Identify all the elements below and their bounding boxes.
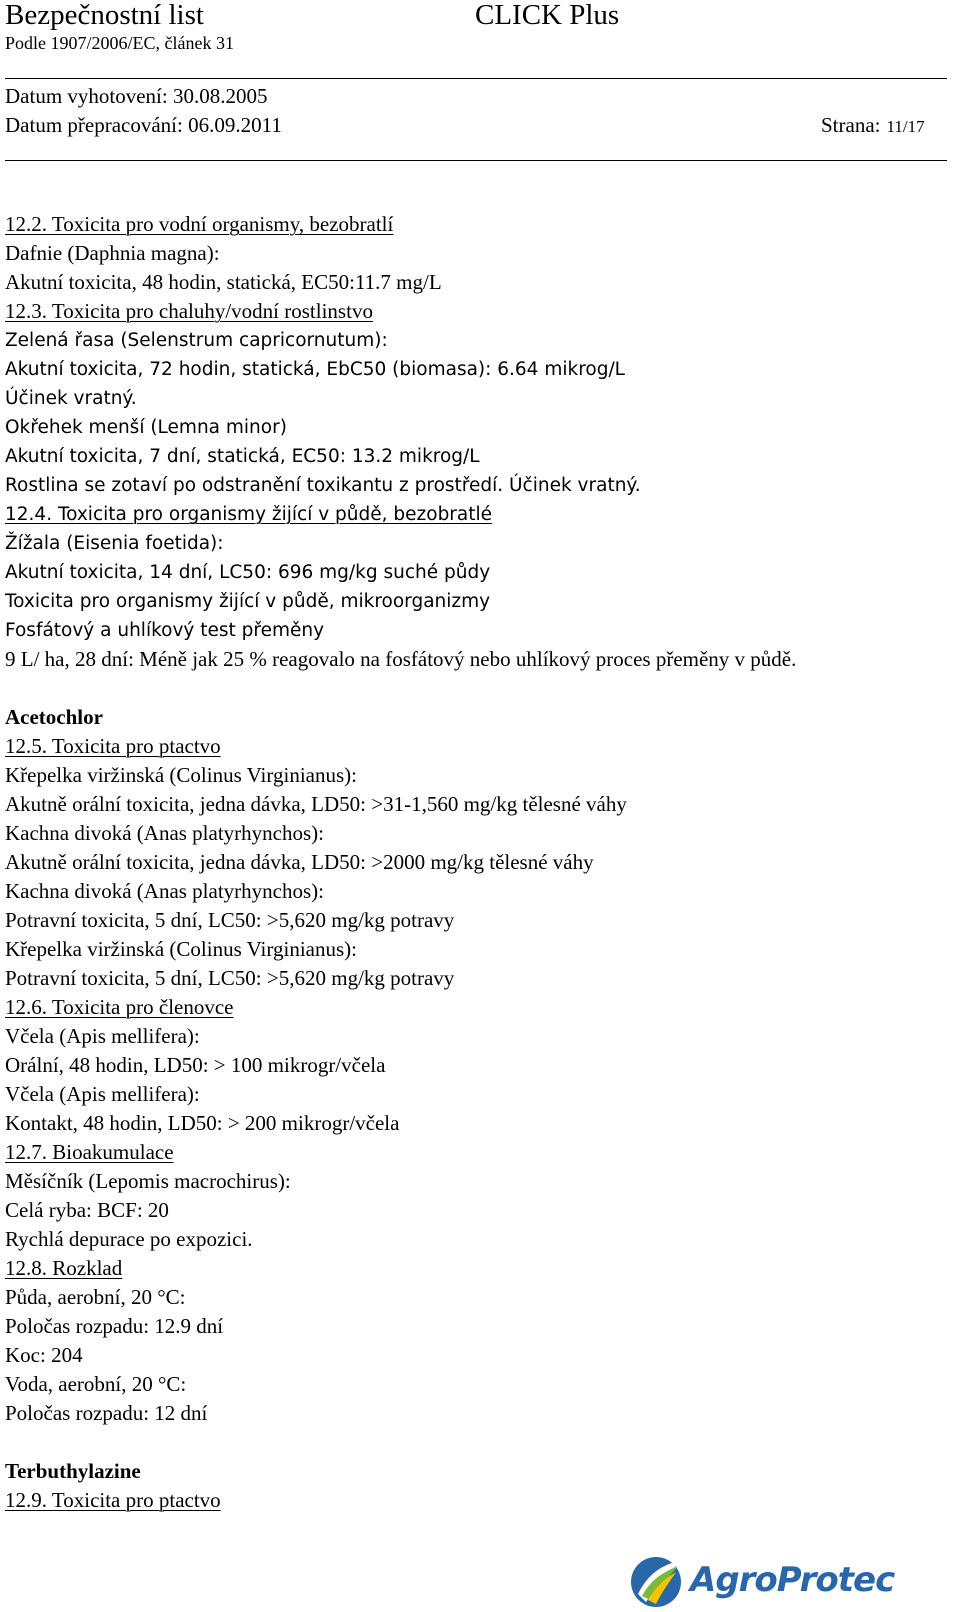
blank-line	[5, 674, 955, 703]
page-number: 11/17	[886, 117, 925, 136]
date-revised: Datum přepracování: 06.09.2011	[5, 113, 282, 137]
text-line: Křepelka viržinská (Colinus Virginianus):	[5, 763, 357, 787]
text-line: Měsíčník (Lepomis macrochirus):	[5, 1169, 291, 1193]
text-line: Akutní toxicita, 48 hodin, statická, EC50:11.7 mg/L	[5, 270, 442, 294]
text-line: Účinek vratný.	[5, 388, 137, 409]
document-title: Bezpečnostní list	[5, 0, 204, 31]
text-line: Včela (Apis mellifera):	[5, 1082, 200, 1106]
text-line: Kontakt, 48 hodin, LD50: > 200 mikrogr/včela	[5, 1111, 400, 1135]
text-line: Celá ryba: BCF: 20	[5, 1198, 169, 1222]
text-line: Potravní toxicita, 5 dní, LC50: >5,620 mg/kg potravy	[5, 966, 455, 990]
agroprotec-logo	[628, 1550, 895, 1610]
text-line: Akutně orální toxicita, jedna dávka, LD50: >31-1,560 mg/kg tělesné váhy	[5, 792, 627, 816]
section-heading: 12.7. Bioakumulace	[5, 1140, 174, 1164]
substance-heading: Terbuthylazine	[5, 1459, 141, 1483]
date-created: Datum vyhotovení: 30.08.2005	[5, 84, 268, 108]
section-heading: 12.6. Toxicita pro členovce	[5, 995, 234, 1019]
header-divider-bottom	[5, 160, 947, 161]
section-heading: 12.8. Rozklad	[5, 1256, 123, 1280]
text-line: Půda, aerobní, 20 °C:	[5, 1285, 186, 1309]
text-line: Poločas rozpadu: 12.9 dní	[5, 1314, 224, 1338]
text-line: Akutní toxicita, 14 dní, LC50: 696 mg/kg suché půdy	[5, 562, 491, 583]
text-line: Kachna divoká (Anas platyrhynchos):	[5, 821, 324, 845]
logo-text-agro: Agro	[690, 1560, 777, 1600]
section-heading: 12.5. Toxicita pro ptactvo	[5, 734, 221, 758]
page-label: Strana:	[821, 113, 881, 137]
text-line: Voda, aerobní, 20 °C:	[5, 1372, 187, 1396]
text-line: Okřehek menší (Lemna minor)	[5, 417, 287, 438]
section-heading: 12.3. Toxicita pro chaluhy/vodní rostlinstvo	[5, 299, 373, 323]
substance-heading: Acetochlor	[5, 705, 103, 729]
text-line: Koc: 204	[5, 1343, 83, 1367]
document-body	[5, 210, 955, 1515]
text-line: Poločas rozpadu: 12 dní	[5, 1401, 208, 1425]
text-line: Orální, 48 hodin, LD50: > 100 mikrogr/včela	[5, 1053, 386, 1077]
product-name: CLICK Plus	[475, 0, 620, 31]
blank-line	[5, 1428, 955, 1457]
text-line: Zelená řasa (Selenstrum capricornutum):	[5, 330, 388, 351]
globe-icon	[628, 1550, 688, 1610]
text-line: Dafnie (Daphnia magna):	[5, 241, 220, 265]
text-line: Křepelka viržinská (Colinus Virginianus):	[5, 937, 357, 961]
text-line: Akutně orální toxicita, jedna dávka, LD50: >2000 mg/kg tělesné váhy	[5, 850, 594, 874]
logo-text-protec: Protec	[776, 1560, 895, 1600]
logo-wordmark	[690, 1560, 894, 1600]
page-indicator	[821, 113, 925, 139]
text-line: Rychlá depurace po expozici.	[5, 1227, 253, 1251]
text-line: Kachna divoká (Anas platyrhynchos):	[5, 879, 324, 903]
text-line: Rostlina se zotaví po odstranění toxikantu z prostředí. Účinek vratný.	[5, 475, 641, 496]
text-line: Žížala (Eisenia foetida):	[5, 533, 224, 554]
header-divider-top	[5, 78, 947, 79]
text-line: Akutní toxicita, 72 hodin, statická, EbC50 (biomasa): 6.64 mikrog/L	[5, 359, 625, 380]
section-heading: 12.9. Toxicita pro ptactvo	[5, 1488, 221, 1512]
text-line: Akutní toxicita, 7 dní, statická, EC50: 13.2 mikrog/L	[5, 446, 480, 467]
text-line: Fosfátový a uhlíkový test přeměny	[5, 620, 325, 641]
text-line: Toxicita pro organismy žijící v půdě, mikroorganizmy	[5, 591, 491, 612]
section-heading: 12.4. Toxicita pro organismy žijící v půdě, bezobratlé	[5, 504, 493, 525]
text-line: Potravní toxicita, 5 dní, LC50: >5,620 mg/kg potravy	[5, 908, 455, 932]
text-line: Včela (Apis mellifera):	[5, 1024, 200, 1048]
text-line: 9 L/ ha, 28 dní: Méně jak 25 % reagovalo na fosfátový nebo uhlíkový proces přeměny v půdě.	[5, 647, 797, 671]
document-subtitle: Podle 1907/2006/EC, článek 31	[5, 33, 234, 53]
section-heading: 12.2. Toxicita pro vodní organismy, bezobratlí	[5, 212, 394, 236]
